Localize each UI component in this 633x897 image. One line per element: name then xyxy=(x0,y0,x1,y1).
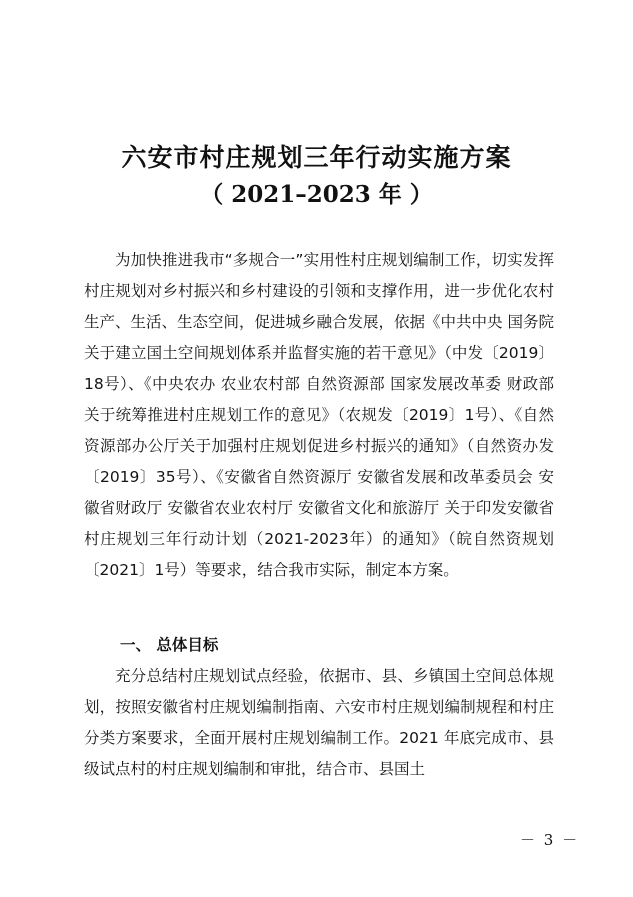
document-title: 六安市村庄规划三年行动实施方案 xyxy=(121,143,512,172)
section-heading: 一、 总体目标 xyxy=(120,636,219,654)
page-number: － 3 － xyxy=(520,831,580,849)
document-subtitle: （ 2021–2023 年 ） xyxy=(200,181,433,208)
section-paragraph: 充分总结村庄规划试点经验，依据市、县、乡镇国土空间总体规划，按照安徽省村庄规划编制指南、六安市村庄规划编制规程和村庄分类方案要求，全面开展村庄规划编制工作。2021 年底完成市、县级试点村的村庄规划编制和审批，结合市、县国土 xyxy=(84,667,554,778)
title-block xyxy=(0,138,633,212)
intro-paragraph: 为加快推进我市“多规合一”实用性村庄规划编制工作，切实发挥村庄规划对乡村振兴和乡村建设的引领和支撑作用，进一步优化农村生产、生活、生态空间，促进城乡融合发展，依据《中共中央 国务院关于建立国土空间规划体系并监督实施的若干意见》（中发〔2019〕18号）、《中央农办 农业农村部 自然资源部 国家发展改革委 财政部关于统筹推进村庄规划工作的意见》（农规发〔2019〕1号）、《自然资源部办公厅关于加强村庄规划促进乡村振兴的通知》（自然资办发〔2019〕35号）、《安徽省自然资源厅 安徽省发展和改革委员会 安徽省财政厅 安徽省农业农村厅 安徽省文化和旅游厅 关于印发安徽省村庄规划三年行动计划（2021-2023年）的通知》（皖自然资规划〔2021〕1号）等要求，结合我市实际，制定本方案。 xyxy=(84,251,554,579)
